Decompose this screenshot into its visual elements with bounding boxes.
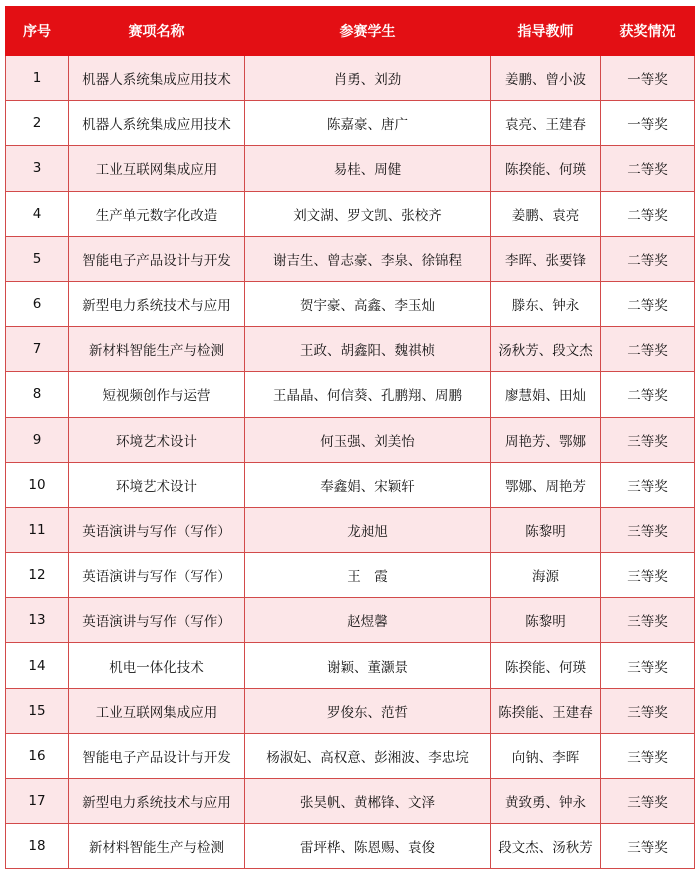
table-row [6, 733, 695, 778]
table-row [6, 236, 695, 281]
table-row [6, 779, 695, 824]
cell-event: 短视频创作与运营 [69, 372, 245, 417]
cell-award: 二等奖 [601, 191, 695, 236]
cell-event: 新材料智能生产与检测 [69, 327, 245, 372]
cell-index: 1 [6, 56, 69, 101]
cell-award: 二等奖 [601, 372, 695, 417]
cell-index: 7 [6, 327, 69, 372]
cell-award: 三等奖 [601, 553, 695, 598]
cell-index: 13 [6, 598, 69, 643]
cell-teachers: 滕东、钟永 [491, 281, 601, 326]
header-row [6, 7, 695, 56]
table-row [6, 507, 695, 552]
cell-event: 新型电力系统技术与应用 [69, 779, 245, 824]
cell-index: 5 [6, 236, 69, 281]
cell-award: 二等奖 [601, 281, 695, 326]
cell-students: 王政、胡鑫阳、魏祺桢 [245, 327, 491, 372]
cell-students: 陈嘉豪、唐广 [245, 101, 491, 146]
award-table [5, 6, 695, 869]
cell-event: 生产单元数字化改造 [69, 191, 245, 236]
cell-index: 14 [6, 643, 69, 688]
cell-students: 雷坪桦、陈恩赐、袁俊 [245, 824, 491, 869]
table-row [6, 688, 695, 733]
cell-award: 一等奖 [601, 101, 695, 146]
cell-event: 新型电力系统技术与应用 [69, 281, 245, 326]
cell-teachers: 海源 [491, 553, 601, 598]
cell-award: 三等奖 [601, 462, 695, 507]
cell-teachers: 陈揆能、王建春 [491, 688, 601, 733]
cell-event: 机器人系统集成应用技术 [69, 56, 245, 101]
cell-index: 11 [6, 507, 69, 552]
cell-students: 奉鑫娟、宋颖轩 [245, 462, 491, 507]
cell-event: 机器人系统集成应用技术 [69, 101, 245, 146]
table-row [6, 191, 695, 236]
cell-award: 三等奖 [601, 824, 695, 869]
cell-event: 英语演讲与写作（写作） [69, 553, 245, 598]
cell-index: 6 [6, 281, 69, 326]
table-body [6, 56, 695, 869]
cell-teachers: 汤秋芳、段文杰 [491, 327, 601, 372]
table-row [6, 553, 695, 598]
cell-award: 三等奖 [601, 417, 695, 462]
cell-students: 贺宇豪、高鑫、李玉灿 [245, 281, 491, 326]
cell-event: 工业互联网集成应用 [69, 146, 245, 191]
cell-students: 王晶晶、何信葵、孔鹏翔、周鹏 [245, 372, 491, 417]
cell-index: 2 [6, 101, 69, 146]
table-row [6, 372, 695, 417]
cell-teachers: 段文杰、汤秋芳 [491, 824, 601, 869]
cell-students: 张昊帆、黄郴锋、文泽 [245, 779, 491, 824]
cell-teachers: 鄂娜、周艳芳 [491, 462, 601, 507]
table-row [6, 101, 695, 146]
table-row [6, 643, 695, 688]
cell-award: 三等奖 [601, 643, 695, 688]
cell-award: 二等奖 [601, 236, 695, 281]
cell-index: 12 [6, 553, 69, 598]
cell-event: 新材料智能生产与检测 [69, 824, 245, 869]
cell-students: 王 霞 [245, 553, 491, 598]
cell-teachers: 袁亮、王建春 [491, 101, 601, 146]
cell-award: 二等奖 [601, 327, 695, 372]
cell-teachers: 向钠、李晖 [491, 733, 601, 778]
cell-teachers: 姜鹏、曾小波 [491, 56, 601, 101]
cell-event: 环境艺术设计 [69, 417, 245, 462]
cell-students: 谢吉生、曾志豪、李泉、徐锦程 [245, 236, 491, 281]
table-header [6, 7, 695, 56]
cell-event: 工业互联网集成应用 [69, 688, 245, 733]
cell-index: 9 [6, 417, 69, 462]
cell-students: 赵煜馨 [245, 598, 491, 643]
cell-students: 肖勇、刘劲 [245, 56, 491, 101]
cell-students: 杨淑妃、高权意、彭湘波、李忠垸 [245, 733, 491, 778]
cell-event: 英语演讲与写作（写作） [69, 507, 245, 552]
table-row [6, 146, 695, 191]
cell-students: 龙昶旭 [245, 507, 491, 552]
header-award: 获奖情况 [601, 7, 695, 56]
cell-event: 智能电子产品设计与开发 [69, 733, 245, 778]
table-row [6, 417, 695, 462]
cell-index: 18 [6, 824, 69, 869]
cell-award: 三等奖 [601, 688, 695, 733]
cell-event: 环境艺术设计 [69, 462, 245, 507]
cell-teachers: 姜鹏、袁亮 [491, 191, 601, 236]
table-row [6, 281, 695, 326]
cell-teachers: 黄致勇、钟永 [491, 779, 601, 824]
header-index: 序号 [6, 7, 69, 56]
cell-teachers: 廖慧娟、田灿 [491, 372, 601, 417]
cell-event: 英语演讲与写作（写作） [69, 598, 245, 643]
table-row [6, 598, 695, 643]
cell-award: 三等奖 [601, 733, 695, 778]
cell-index: 3 [6, 146, 69, 191]
cell-teachers: 陈揆能、何瑛 [491, 643, 601, 688]
table-row [6, 327, 695, 372]
cell-teachers: 陈揆能、何瑛 [491, 146, 601, 191]
cell-students: 易桂、周健 [245, 146, 491, 191]
cell-students: 何玉强、刘美怡 [245, 417, 491, 462]
cell-event: 智能电子产品设计与开发 [69, 236, 245, 281]
cell-index: 15 [6, 688, 69, 733]
cell-award: 二等奖 [601, 146, 695, 191]
cell-award: 一等奖 [601, 56, 695, 101]
header-students: 参赛学生 [245, 7, 491, 56]
cell-students: 罗俊东、范哲 [245, 688, 491, 733]
table-row [6, 462, 695, 507]
table-row [6, 824, 695, 869]
cell-index: 10 [6, 462, 69, 507]
cell-index: 17 [6, 779, 69, 824]
cell-teachers: 李晖、张要锋 [491, 236, 601, 281]
header-teachers: 指导教师 [491, 7, 601, 56]
table-row [6, 56, 695, 101]
cell-award: 三等奖 [601, 598, 695, 643]
cell-index: 8 [6, 372, 69, 417]
cell-index: 4 [6, 191, 69, 236]
header-event: 赛项名称 [69, 7, 245, 56]
cell-students: 刘文湖、罗文凯、张校齐 [245, 191, 491, 236]
cell-index: 16 [6, 733, 69, 778]
cell-students: 谢颖、董灏景 [245, 643, 491, 688]
cell-teachers: 周艳芳、鄂娜 [491, 417, 601, 462]
cell-teachers: 陈黎明 [491, 598, 601, 643]
cell-teachers: 陈黎明 [491, 507, 601, 552]
cell-award: 三等奖 [601, 779, 695, 824]
cell-award: 三等奖 [601, 507, 695, 552]
cell-event: 机电一体化技术 [69, 643, 245, 688]
